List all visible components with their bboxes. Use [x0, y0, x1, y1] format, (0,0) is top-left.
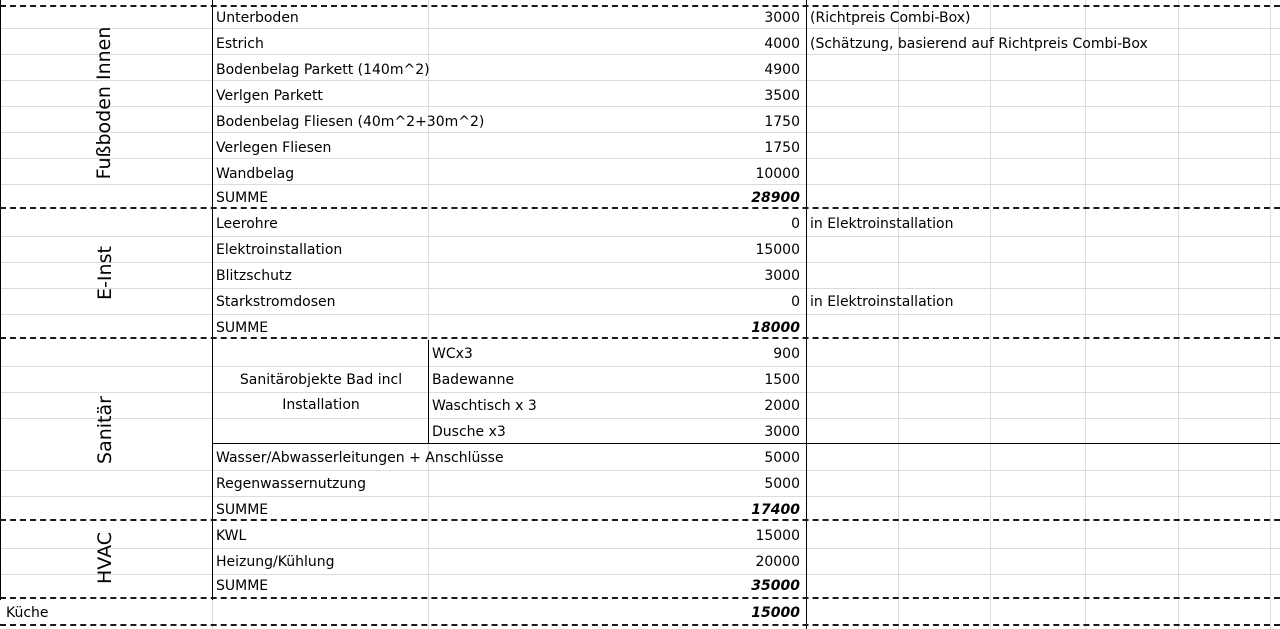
- group-label-cont: Installation: [282, 397, 360, 413]
- row-label[interactable]: Heizung/Kühlung: [216, 554, 335, 570]
- row-value[interactable]: 4000: [764, 36, 800, 52]
- row-label[interactable]: KWL: [216, 528, 247, 544]
- group-item-value[interactable]: 1500: [764, 372, 800, 388]
- row-label[interactable]: Starkstromdosen: [216, 294, 336, 310]
- row-label[interactable]: Bodenbelag Fliesen (40m^2+30m^2): [216, 114, 485, 130]
- sum-label[interactable]: SUMME: [216, 578, 269, 594]
- row-label[interactable]: Regenwassernutzung: [216, 476, 367, 492]
- group-item-value[interactable]: 900: [773, 346, 800, 362]
- row-value[interactable]: 15000: [755, 242, 800, 258]
- category-label: Sanitär: [94, 396, 116, 464]
- sum-label[interactable]: SUMME: [216, 190, 269, 206]
- group-item-label[interactable]: Dusche x3: [432, 424, 506, 440]
- category-label: Fußboden Innen: [93, 26, 115, 180]
- row-value[interactable]: 15000: [755, 528, 800, 544]
- section-separator: [0, 337, 1280, 339]
- section-separator: [0, 519, 1280, 521]
- row-label[interactable]: Estrich: [216, 36, 264, 52]
- row-value[interactable]: 10000: [755, 166, 800, 182]
- row-value[interactable]: 20000: [755, 554, 800, 570]
- sum-label[interactable]: SUMME: [216, 502, 269, 518]
- sum-value[interactable]: 15000: [751, 605, 800, 621]
- category-label: E-Inst: [94, 246, 116, 300]
- row-note[interactable]: in Elektroinstallation: [810, 216, 954, 232]
- row-value[interactable]: 3500: [764, 88, 800, 104]
- sum-value[interactable]: 17400: [751, 502, 800, 518]
- sum-label[interactable]: SUMME: [216, 320, 269, 336]
- row-label[interactable]: Elektroinstallation: [216, 242, 343, 258]
- row-value[interactable]: 5000: [764, 476, 800, 492]
- row-label[interactable]: Leerohre: [216, 216, 278, 232]
- row-value[interactable]: 1750: [764, 114, 800, 130]
- row-value[interactable]: 3000: [764, 10, 800, 26]
- group-item-value[interactable]: 2000: [764, 398, 800, 414]
- section-separator: [0, 597, 1280, 599]
- section-separator: [0, 5, 1280, 7]
- row-label[interactable]: Verlegen Fliesen: [216, 140, 332, 156]
- row-value[interactable]: 5000: [764, 450, 800, 466]
- row-label[interactable]: Bodenbelag Parkett (140m^2): [216, 62, 430, 78]
- row-note[interactable]: (Schätzung, basierend auf Richtpreis Combi-Box: [810, 36, 1148, 52]
- row-label[interactable]: Wasser/Abwasserleitungen + Anschlüsse: [216, 450, 504, 466]
- group-item-label[interactable]: Waschtisch x 3: [432, 398, 537, 414]
- row-label[interactable]: Unterboden: [216, 10, 299, 26]
- group-item-label[interactable]: WCx3: [432, 346, 473, 362]
- row-value[interactable]: 0: [791, 294, 800, 310]
- row-label[interactable]: Küche: [6, 605, 49, 621]
- row-value[interactable]: 0: [791, 216, 800, 232]
- row-label[interactable]: Wandbelag: [216, 166, 295, 182]
- row-note[interactable]: (Richtpreis Combi-Box): [810, 10, 971, 26]
- category-label: HVAC: [94, 532, 116, 584]
- row-label[interactable]: Blitzschutz: [216, 268, 292, 284]
- sum-value[interactable]: 28900: [751, 190, 800, 206]
- sum-value[interactable]: 18000: [751, 320, 800, 336]
- group-label[interactable]: Sanitärobjekte Bad incl: [239, 372, 403, 388]
- row-value[interactable]: 3000: [764, 268, 800, 284]
- sum-value[interactable]: 35000: [751, 578, 800, 594]
- row-value[interactable]: 1750: [764, 140, 800, 156]
- row-note[interactable]: in Elektroinstallation: [810, 294, 954, 310]
- group-item-label[interactable]: Badewanne: [432, 372, 515, 388]
- row-value[interactable]: 4900: [764, 62, 800, 78]
- section-separator: [0, 624, 1280, 626]
- row-label[interactable]: Verlgen Parkett: [216, 88, 323, 104]
- section-separator: [0, 207, 1280, 209]
- group-item-value[interactable]: 3000: [764, 424, 800, 440]
